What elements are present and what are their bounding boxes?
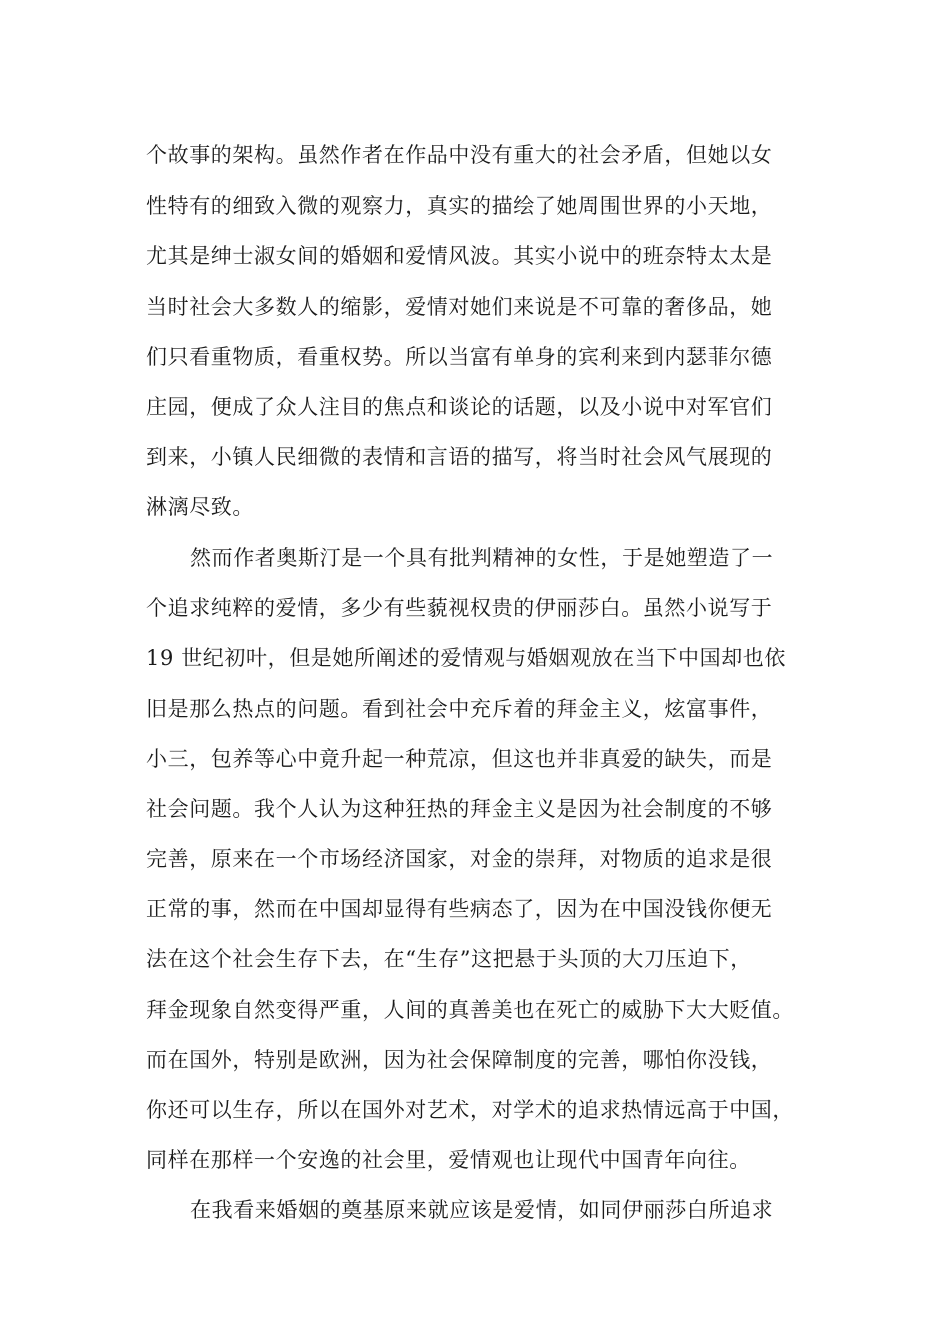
- paragraph-2-line-5: 小三，包养等心中竟升起一种荒凉，但这也并非真爱的缺失，而是: [146, 747, 773, 771]
- paragraph-2-line-11: 而在国外，特别是欧洲，因为社会保障制度的完善，哪怕你没钱，: [146, 1048, 773, 1072]
- paragraph-2-line-4: 旧是那么热点的问题。看到社会中充斥着的拜金主义，炫富事件，: [146, 697, 773, 721]
- paragraph-2-line-8: 正常的事，然而在中国却显得有些病态了，因为在中国没钱你便无: [146, 897, 773, 921]
- paragraph-1-line-7: 到来，小镇人民细微的表情和言语的描写，将当时社会风气展现的: [146, 445, 773, 469]
- paragraph-1-line-4: 当时社会大多数人的缩影，爱情对她们来说是不可靠的奢侈品，她: [146, 295, 773, 319]
- paragraph-2-line-6: 社会问题。我个人认为这种狂热的拜金主义是因为社会制度的不够: [146, 797, 773, 821]
- paragraph-2-line-2: 个追求纯粹的爱情，多少有些藐视权贵的伊丽莎白。虽然小说写于: [146, 596, 773, 620]
- paragraph-1-line-2: 性特有的细致入微的观察力，真实的描绘了她周围世界的小天地，: [146, 194, 773, 218]
- paragraph-3-line-1: 在我看来婚姻的奠基原来就应该是爱情，如同伊丽莎白所追求: [190, 1198, 774, 1222]
- paragraph-2-line-3: 19 世纪初叶，但是她所阐述的爱情观与婚姻观放在当下中国却也依: [146, 646, 786, 670]
- paragraph-2-line-7: 完善，原来在一个市场经济国家，对金的崇拜，对物质的追求是很: [146, 847, 773, 871]
- paragraph-1-line-8: 淋漓尽致。: [146, 495, 254, 519]
- paragraph-1-line-6: 庄园，便成了众人注目的焦点和谈论的话题，以及小说中对军官们: [146, 395, 773, 419]
- paragraph-1-line-5: 们只看重物质，看重权势。所以当富有单身的宾利来到内瑟菲尔德: [146, 345, 773, 369]
- paragraph-2-line-10: 拜金现象自然变得严重，人间的真善美也在死亡的威胁下大大贬值。: [146, 998, 794, 1022]
- paragraph-2-line-9: 法在这个社会生存下去，在“生存”这把悬于头顶的大刀压迫下，: [146, 947, 752, 971]
- paragraph-2-line-1: 然而作者奥斯汀是一个具有批判精神的女性，于是她塑造了一: [190, 546, 774, 570]
- paragraph-1-line-3: 尤其是绅士淑女间的婚姻和爱情风波。其实小说中的班奈特太太是: [146, 244, 773, 268]
- paragraph-2-line-12: 你还可以生存，所以在国外对艺术，对学术的追求热情远高于中国，: [146, 1098, 794, 1122]
- paragraph-1-line-1: 个故事的架构。虽然作者在作品中没有重大的社会矛盾，但她以女: [146, 143, 773, 167]
- paragraph-2-line-13: 同样在那样一个安逸的社会里，爱情观也让现代中国青年向往。: [146, 1148, 751, 1172]
